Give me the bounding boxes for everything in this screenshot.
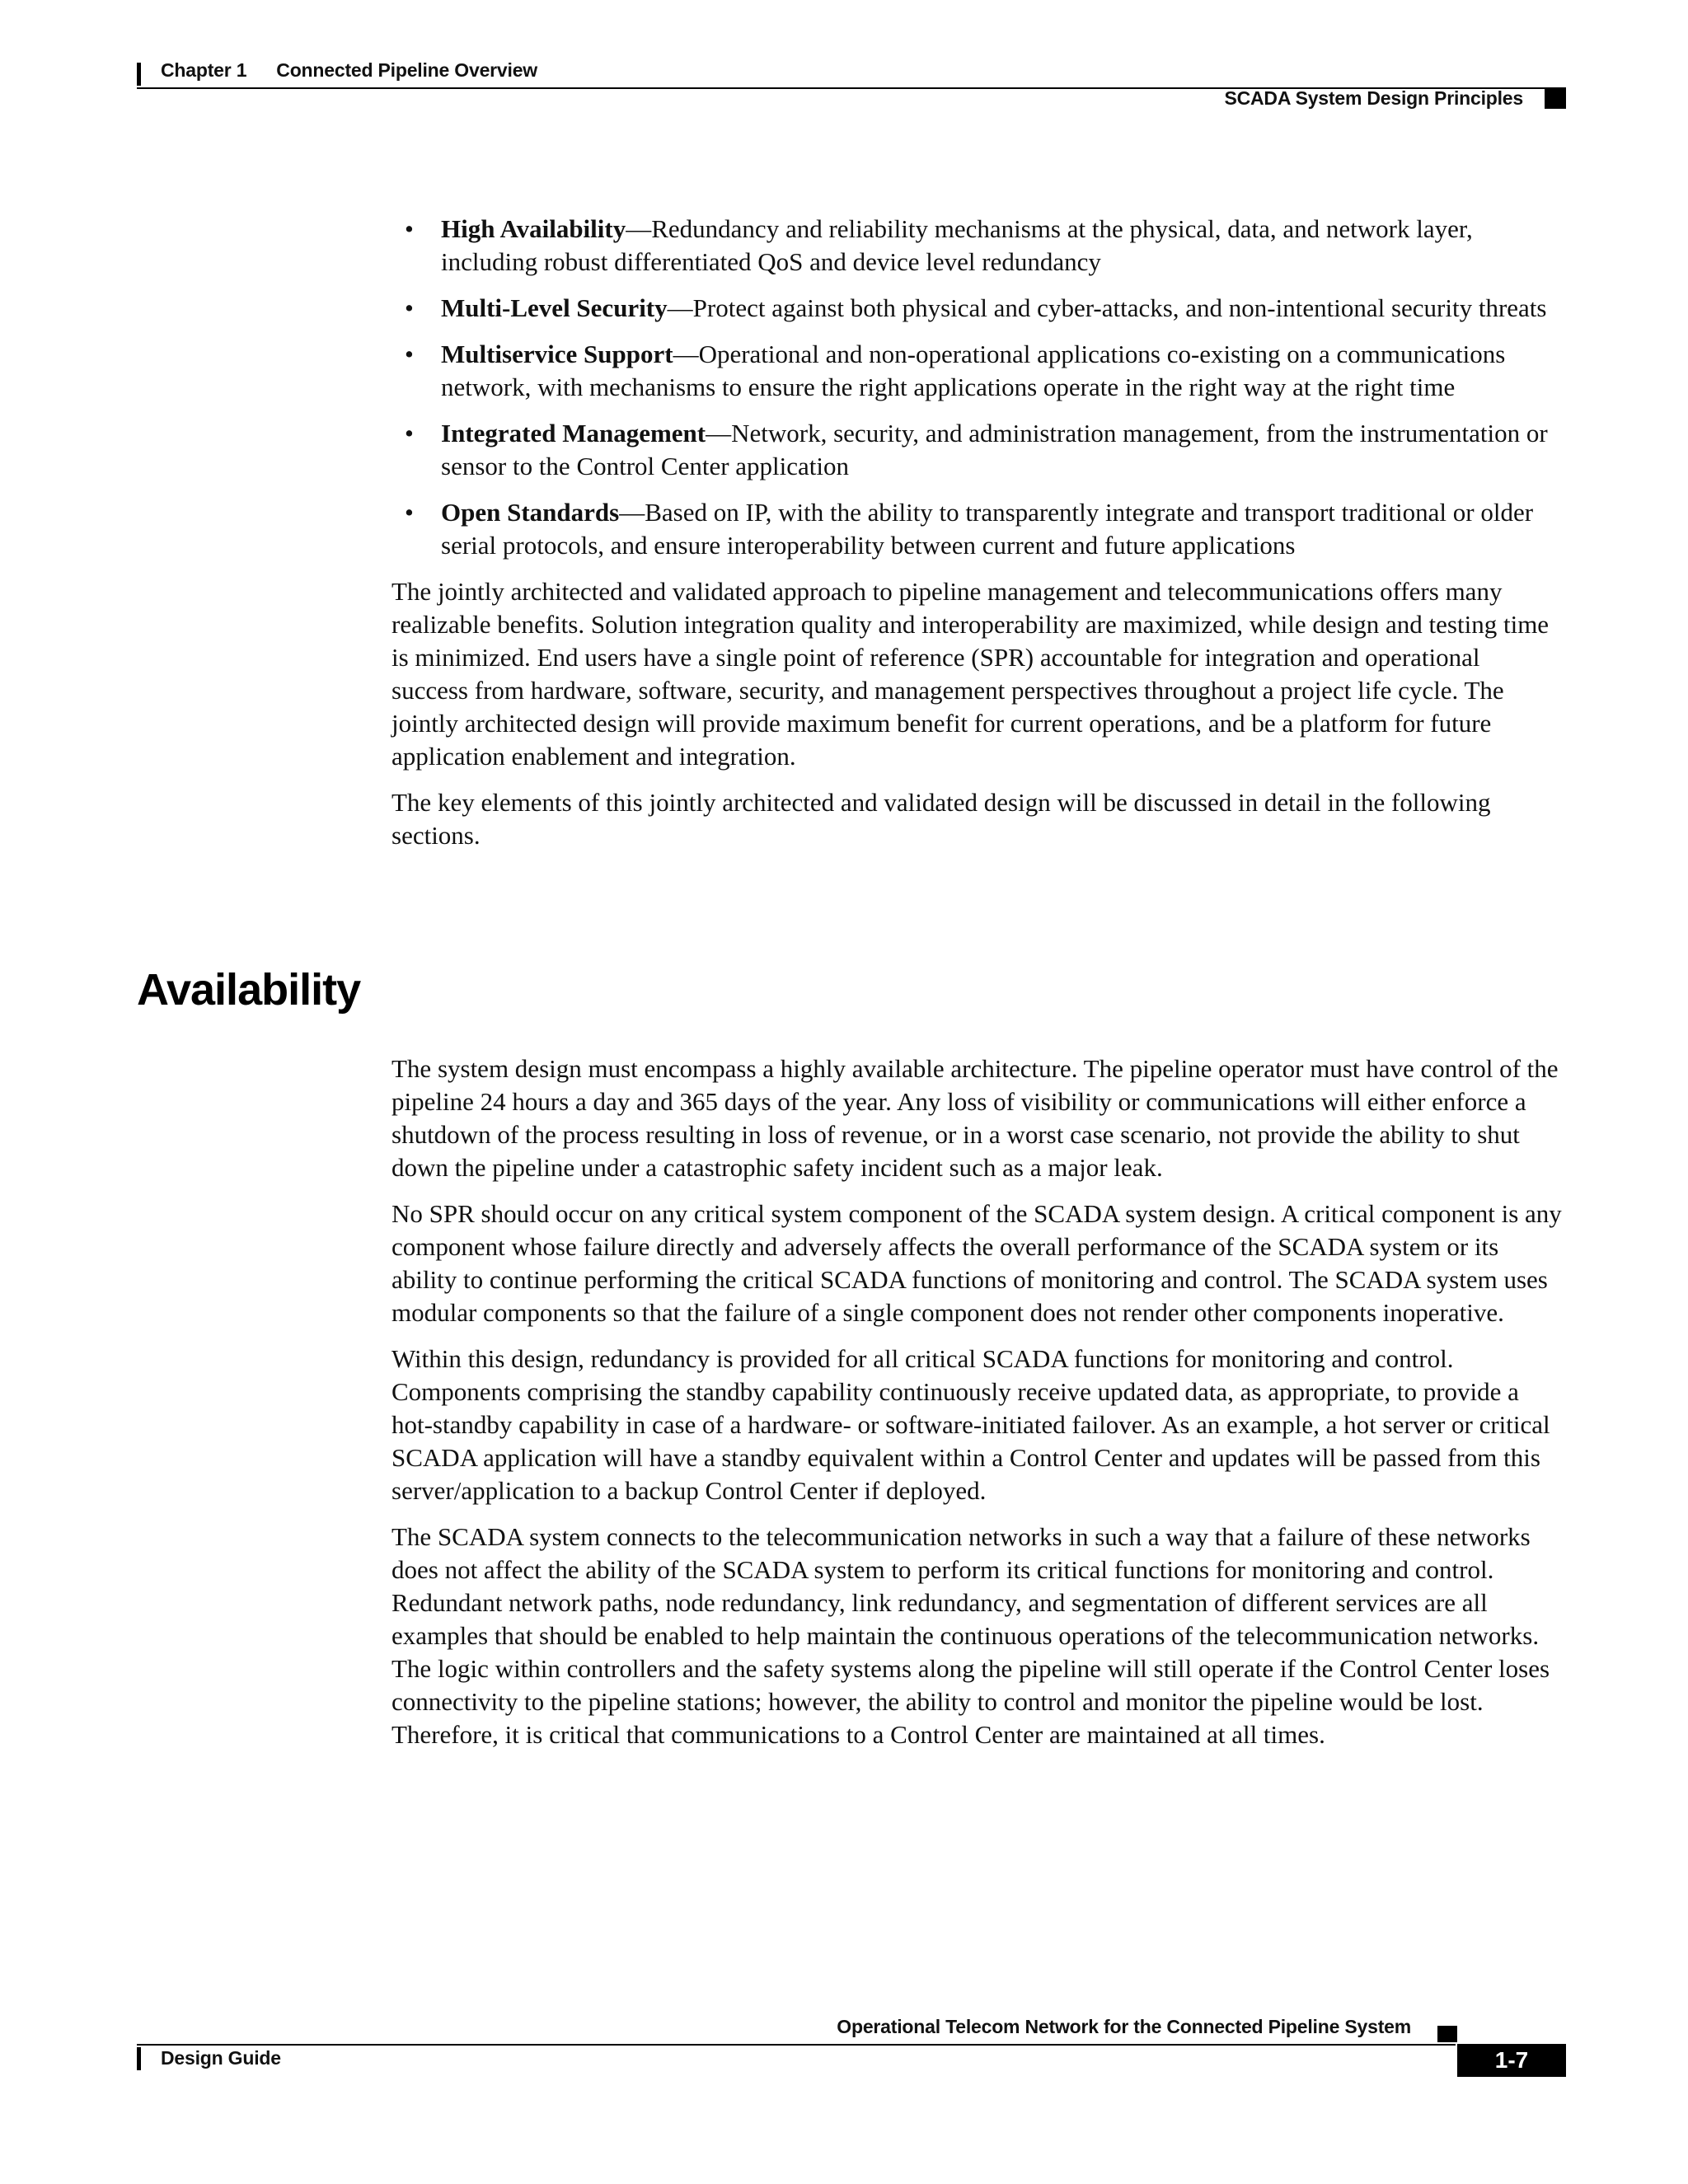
intro-paragraph: The jointly architected and validated approach to pipeline management and telecommunications offers many realizable benefits. Solution integration quality and interoperability are maximized, while design and testing time is minimized. End users have a single point of reference (SPR) accountable for integration and operational success from hardware, software, security, and management perspectives throughout a project life cycle. The jointly architected design will provide maximum benefit for current operations, and be a platform for future application enablement and integration.: [392, 577, 1550, 771]
bullet-term: Integrated Management: [441, 419, 706, 448]
list-item: [392, 213, 1562, 279]
bullet-text: —Operational and non-operational applications co-existing on a communications network, with mechanisms to ensure the right applications operate in the right way at the right time: [441, 340, 1506, 401]
footer-left-bar: [137, 2047, 141, 2070]
body-paragraph: The SCADA system connects to the telecommunication networks in such a way that a failure of these networks does not affect the ability of the SCADA system to perform its critical functions for monitoring and control. Redundant network paths, node redundancy, link redundancy, and segmentation of different services are all examples that should be enabled to help maintain the continuous operations of the telecommunication networks. The logic within controllers and the safety systems along the pipeline will still operate if the Control Center loses connectivity to the pipeline stations; however, the ability to control and monitor the pipeline would be lost. Therefore, it is critical that communications to a Control Center are maintained at all times.: [392, 1522, 1550, 1749]
running-header-section: SCADA System Design Principles: [1224, 87, 1523, 109]
chapter-number: Chapter 1: [161, 59, 247, 81]
bullet-icon: •: [405, 498, 414, 527]
list-item: [392, 292, 1562, 325]
page-number: 1-7: [1457, 2044, 1566, 2077]
footer-square-mark: [1437, 2026, 1457, 2042]
intro-block: [392, 213, 1562, 865]
intro-paragraph: The key elements of this jointly architected and validated design will be discussed in detail in the following sections.: [392, 788, 1491, 850]
bullet-text: —Protect against both physical and cyber-attacks, and non-intentional security threats: [667, 293, 1547, 322]
bullet-icon: •: [405, 340, 414, 368]
chapter-title: Connected Pipeline Overview: [276, 59, 537, 81]
body-paragraph: No SPR should occur on any critical system component of the SCADA system design. A critical component is any component whose failure directly and adversely affects the overall performance of the SCADA system or its ability to continue performing the critical SCADA functions of monitoring and control. The SCADA system uses modular components so that the failure of a single component does not render other components inoperative.: [392, 1199, 1562, 1327]
body-paragraph: The system design must encompass a highly available architecture. The pipeline operator must have control of the pipeline 24 hours a day and 365 days of the year. Any loss of visibility or communications will either enforce a shutdown of the process resulting in loss of revenue, or in a worst case scenario, not provide the ability to shut down the pipeline under a catastrophic safety incident such as a major leak.: [392, 1054, 1559, 1182]
bullet-term: Multiservice Support: [441, 340, 673, 368]
bullet-term: Multi-Level Security: [441, 293, 668, 322]
bullet-text: —Redundancy and reliability mechanisms at the physical, data, and network layer, including robust differentiated QoS and device level redundancy: [441, 214, 1473, 276]
footer-book-title: Operational Telecom Network for the Connected Pipeline System: [837, 2016, 1411, 2037]
body-paragraph: Within this design, redundancy is provided for all critical SCADA functions for monitoring and control. Components comprising the standby capability continuously receive updated data, as appropriate, to provide a hot-standby capability in case of a hardware- or software-initiated failover. As an example, a hot server or critical SCADA application will have a standby equivalent within a Control Center and updates will be passed from this server/application to a backup Control Center if deployed.: [392, 1344, 1550, 1505]
bullet-text: —Network, security, and administration management, from the instrumentation or sensor to the Control Center application: [441, 419, 1548, 480]
footer-rule: [137, 2044, 1456, 2046]
header-square-mark: [1545, 89, 1566, 109]
header-left-bar: [137, 63, 141, 86]
list-item: [392, 338, 1562, 404]
running-header-chapter: [161, 59, 537, 82]
section-heading: Availability: [137, 965, 361, 1015]
list-item: [392, 417, 1562, 483]
footer-guide-label: Design Guide: [161, 2047, 281, 2069]
list-item: [392, 496, 1562, 562]
bullet-term: Open Standards: [441, 498, 620, 527]
feature-bullet-list: [392, 213, 1562, 562]
bullet-icon: •: [405, 214, 414, 243]
availability-body: [392, 1052, 1562, 1765]
bullet-icon: •: [405, 419, 414, 448]
bullet-term: High Availability: [441, 214, 626, 243]
bullet-text: —Based on IP, with the ability to transparently integrate and transport traditional or older serial protocols, and ensure interoperability between current and future applications: [441, 498, 1534, 560]
bullet-icon: •: [405, 293, 414, 322]
